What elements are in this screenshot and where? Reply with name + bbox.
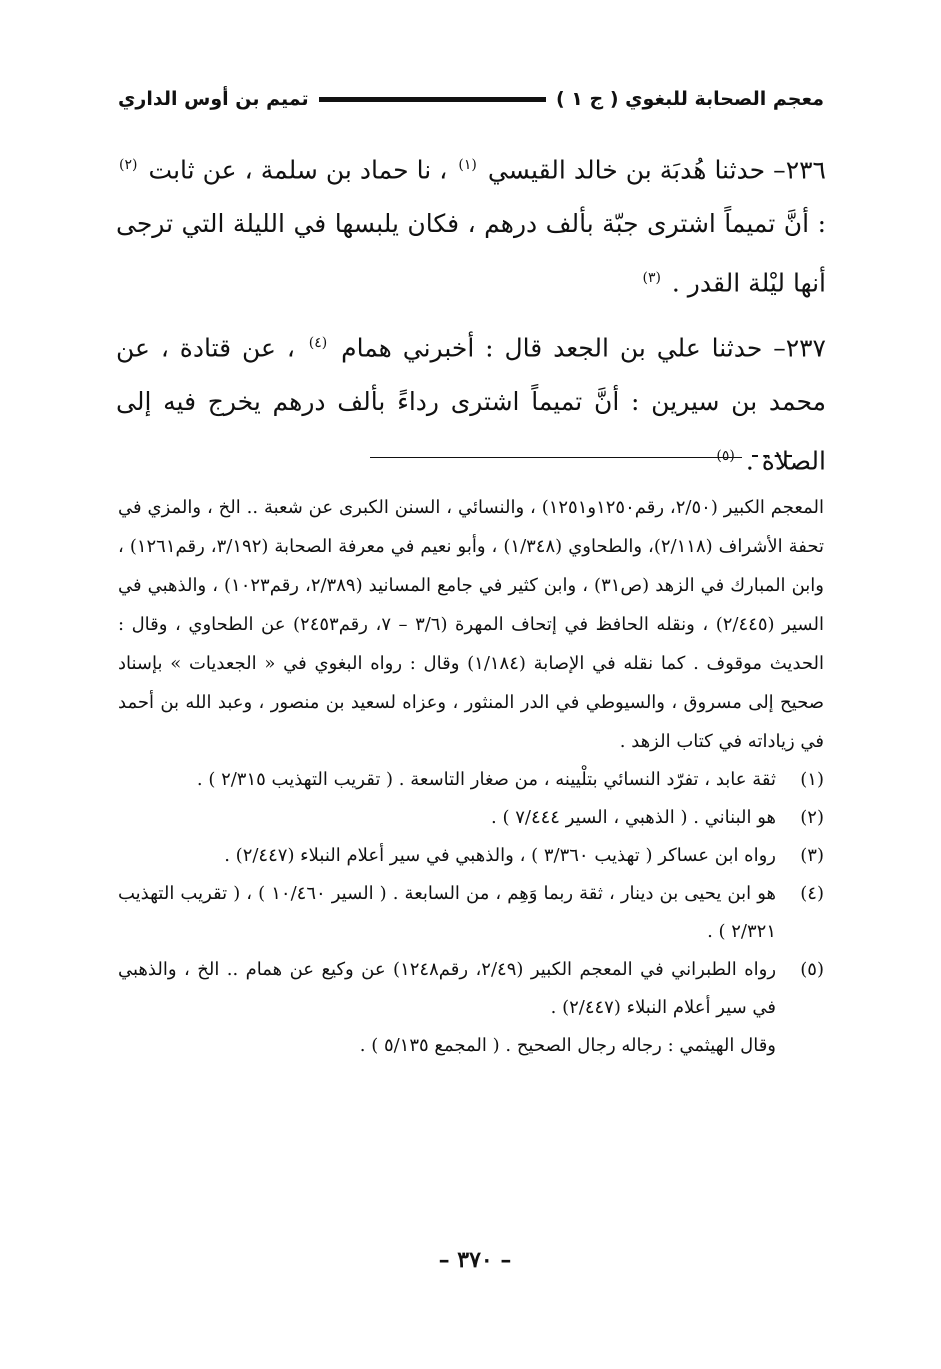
hadith-236 <box>116 138 826 311</box>
footnote-text: رواه الطبراني في المعجم الكبير (٢/٤٩، رقم١٢٤٨) عن وكيع عن همام .. الخ ، والذهبي في سير أعلام النبلاء (٢/٤٤٧) . <box>118 959 777 1018</box>
hadith-237 <box>116 316 826 489</box>
footnote-text: وقال الهيثمي : رجاله رجال الصحيح . ( المجمع ٥/١٣٥ ) . <box>359 1035 776 1056</box>
footnote-continuation: المعجم الكبير (٢/٥٠، رقم١٢٥٠و١٢٥١) ، والنسائي ، السنن الكبرى عن شعبة .. الخ ، والمزي في تحفة الأشراف (٢/١١٨)، والطحاوي (١/٣٤٨) ، وأبو نعيم في معرفة الصحابة (٣/١٩٢، رقم١٢٦١) ، وابن المبارك في الزهد (ص٣١) ، وابن كثير في جامع المسانيد (٢/٣٨٩، رقم١٠٢٣) ، والذهبي في السير (٢/٤٤٥) ، ونقله الحافظ في إتحاف المهرة (٣/٦ – ٧، رقم٢٤٥٣) عن الطحاوي ، وقال : الحديث موقوف . كما نقله في الإصابة (١/١٨٤) وقال : رواه البغوي في « الجعديات » بإسناد صحيح إلى مسروق ، والسيوطي في الدر المنثور ، وعزاه لسعيد بن منصور ، وعبد الله بن أحمد في زياداته في كتاب الزهد . <box>118 497 824 752</box>
running-header <box>118 84 824 114</box>
footnote-5 <box>118 951 824 1027</box>
footnote-ref: (١) <box>458 157 477 173</box>
footnote-2 <box>118 799 824 837</box>
footnote-number: (٤) <box>800 883 824 904</box>
hadith-text: ٢٣٧– حدثنا علي بن الجعد قال : أخبرني همام <box>330 332 826 362</box>
footnote-separator <box>370 457 742 458</box>
footnote-text: رواه ابن عساكر ( تهذيب ٣/٣٦٠ ) ، والذهبي في سير أعلام النبلاء (٢/٤٤٧) . <box>224 845 776 866</box>
footnotes-section <box>118 488 824 1065</box>
footnote-1 <box>118 761 824 799</box>
footnote-text: هو البناني . ( الذهبي ، السير ٧/٤٤٤ ) . <box>491 807 776 828</box>
footnote-5-extra <box>118 1027 824 1065</box>
footnote-ref: (٥) <box>716 447 735 464</box>
footnote-ref: (٣) <box>642 270 661 287</box>
footnote-text: ثقة عابد ، تفرّد النسائي بتلْيينه ، من صغار التاسعة . ( تقريب التهذيب ٢/٣١٥ ) . <box>196 769 776 790</box>
footnote-separator-dash <box>752 455 792 457</box>
footnote-4 <box>118 875 824 951</box>
main-text <box>116 138 826 493</box>
footnote-number: (١) <box>800 769 824 790</box>
footnote-ref: (٤) <box>308 334 328 351</box>
hadith-text: : أنَّ تميماً اشترى جبّة بألف درهم ، فكان يلبسها في الليلة التي ترجى أنها ليْلة القدر . <box>116 209 826 298</box>
header-book-title: معجم الصحابة للبغوي ( ج ١ ) <box>555 88 824 110</box>
footnote-text: هو ابن يحيى بن دينار ، ثقة ربما وَهِم ، من السابعة . ( السير ١٠/٤٦٠ ) ، ( تقريب التهذيب ٢/٣٢١ ) . <box>118 883 776 942</box>
header-chapter-title: تميم بن أوس الداري <box>118 88 309 110</box>
page-number: – ٣٧٠ – <box>438 1247 512 1273</box>
footnote-ref: (٢) <box>119 157 138 173</box>
footnote-number: (٣) <box>800 845 824 866</box>
footnote-3 <box>118 837 824 875</box>
hadith-text: ، عن قتادة ، عن محمد بن سيرين : أنَّ تميماً اشترى رداءً بألف درهم يخرج فيه إلى الصلاة . <box>116 332 826 476</box>
header-rule <box>319 97 546 102</box>
hadith-text: ٢٣٦– حدثنا هُدبَة بن خالد القيسي <box>479 155 826 185</box>
footnote-number: (٥) <box>800 959 824 980</box>
hadith-text: ، نا حماد بن سلمة ، عن ثابت <box>140 155 456 185</box>
footnote-number: (٢) <box>800 807 824 828</box>
